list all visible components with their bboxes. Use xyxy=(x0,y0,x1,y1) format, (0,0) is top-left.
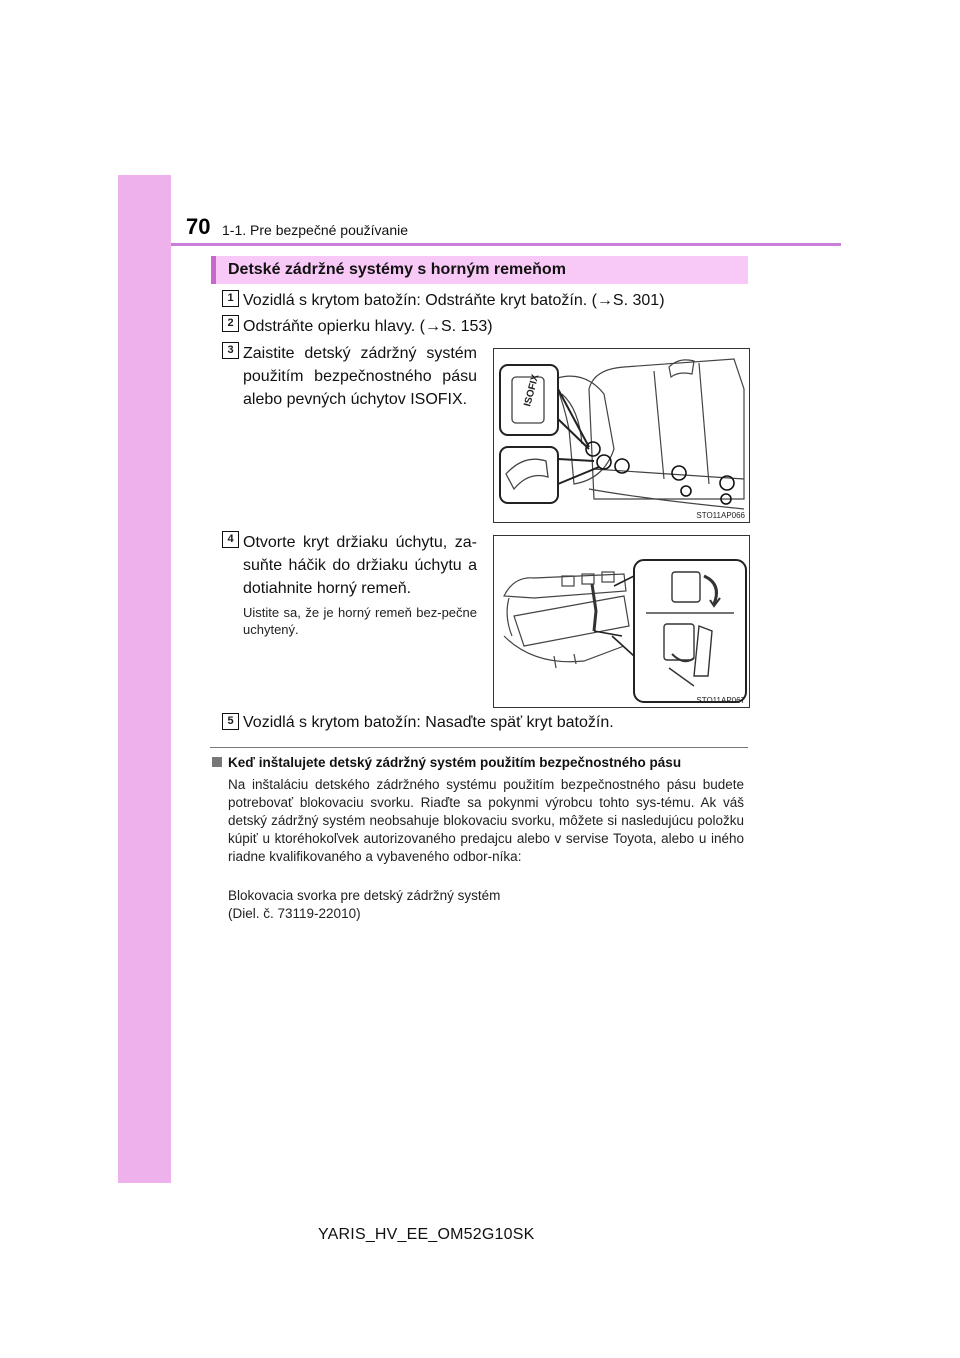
step-number-5: 5 xyxy=(222,713,239,730)
step-text-1: Vozidlá s krytom batožín: Odstráňte kryt batožín. (→S. 301) xyxy=(243,292,665,309)
step-text-5: Vozidlá s krytom batožín: Nasaďte späť kryt batožín. xyxy=(243,714,614,731)
square-bullet-icon xyxy=(212,757,222,767)
header-rule xyxy=(171,243,841,246)
step-text-4: Otvorte kryt držiaku úchytu, za-suňte háčik do držiaku úchytu a dotiahnite horný remeň. xyxy=(243,534,477,597)
figure-code-1: STO11AP066 xyxy=(696,511,745,520)
isofix-label: ISOFIX xyxy=(522,373,542,408)
step-note-4: Uistite sa, že je horný remeň bez-pečne uchytený. xyxy=(243,605,477,637)
section-title: 1-1. Pre bezpečné používanie xyxy=(222,222,409,238)
figure-code-2: STO11AP067 xyxy=(696,696,745,705)
footer-doc-code: YARIS_HV_EE_OM52G10SK xyxy=(318,1226,535,1243)
step-text-2: Odstráňte opierku hlavy. (→S. 153) xyxy=(243,318,493,335)
step-number-3: 3 xyxy=(222,342,239,359)
rear-seat-illustration xyxy=(494,349,750,523)
figure-top-tether-anchor xyxy=(493,535,750,708)
side-tab-bar xyxy=(118,175,171,1183)
step-number-4: 4 xyxy=(222,531,239,548)
step-number-2: 2 xyxy=(222,315,239,332)
step-text-3: Zaistite detský zádržný systém použitím bezpečnostného pásu alebo pevných úchytov ISOFIX. xyxy=(243,345,477,408)
sub-section-heading-text: Keď inštalujete detský zádržný systém použitím bezpečnostného pásu xyxy=(228,755,682,770)
sub-section-paragraph: Na inštaláciu detského zádržného systému použitím bezpečnostného pásu budete potrebovať blokovaciu svorku. Riaďte sa pokynmi výrobcu tohto sys-tému. Ak váš detský zádržný systém neobsahuje blokovaciu svorku, môžete si nasledujúcu položku kúpiť u ktoréhokoľvek autorizovaného predajcu alebo v servise Toyota, alebo u iného riadne kvalifikovaného a vybaveného odbor-níka: xyxy=(228,777,744,864)
box-heading: Detské zádržné systémy s horným remeňom xyxy=(211,256,748,284)
tether-anchor-illustration xyxy=(494,536,750,708)
figure-rear-seat-isofix xyxy=(493,348,750,523)
part-number-line: (Diel. č. 73119-22010) xyxy=(228,906,361,921)
part-name-line: Blokovacia svorka pre detský zádržný systém xyxy=(228,888,501,903)
page-number: 70 xyxy=(186,214,211,239)
step-number-1: 1 xyxy=(222,290,239,307)
sub-section-heading xyxy=(212,755,681,770)
section-divider xyxy=(210,747,748,748)
